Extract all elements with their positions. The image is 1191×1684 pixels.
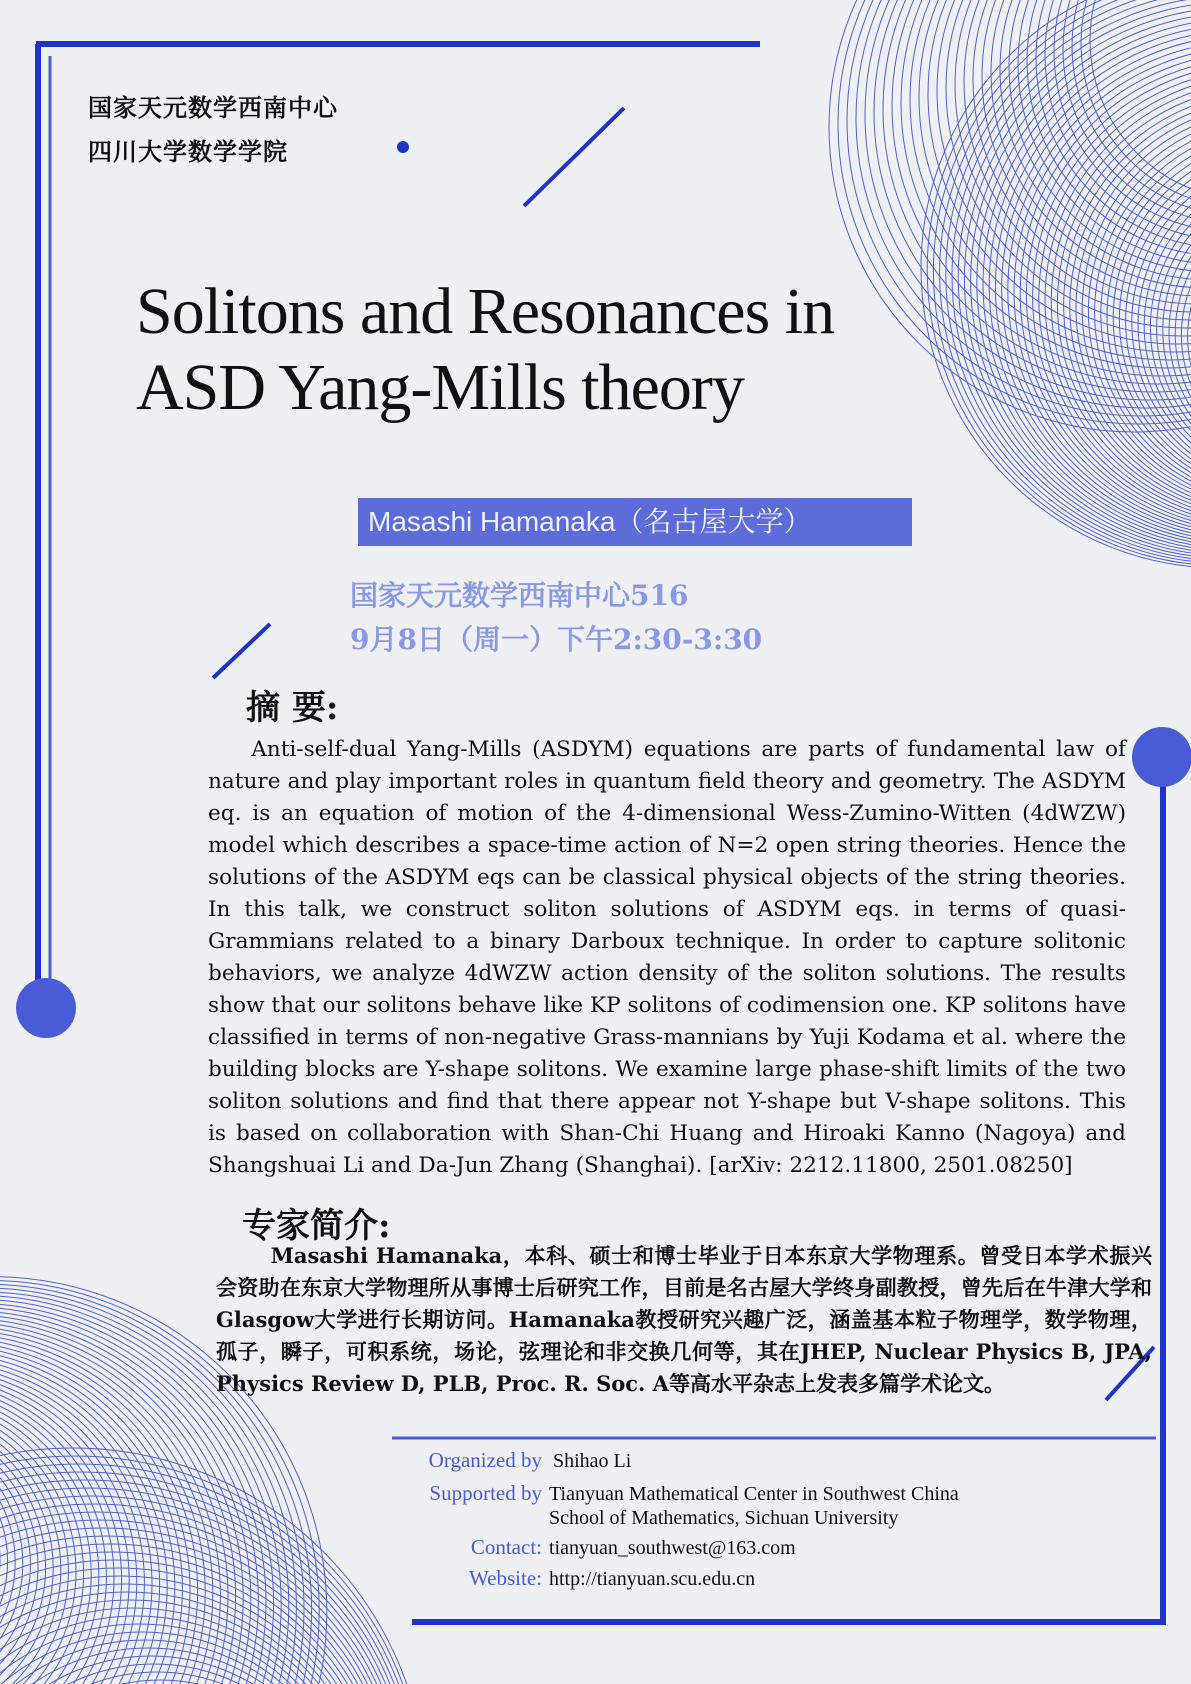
speaker-banner: Masashi Hamanaka（名古屋大学） (358, 498, 912, 546)
talk-title-line1: Solitons and Resonances in (136, 275, 835, 348)
supported-by-value-line1: Tianyuan Mathematical Center in Southwest China (549, 1483, 959, 1505)
abstract-heading: 摘 要: (246, 688, 339, 728)
website-link[interactable]: http://tianyuan.scu.edu.cn (549, 1568, 756, 1590)
org-name-line1: 国家天元数学西南中心 (88, 93, 338, 122)
supported-by-label: Supported by (429, 1481, 542, 1505)
contact-label: Contact: (470, 1535, 542, 1559)
org-name-line2: 四川大学数学学院 (88, 137, 288, 166)
organized-by-label: Organized by (428, 1448, 542, 1472)
abstract-text: Anti-self-dual Yang-Mills (ASDYM) equations are parts of fundamental law of nature and play important roles in quantum field theory and geometry. The ASDYM eq. is an equation of motion of the 4-dimensional Wess-Zumino-Witten (4dWZW) model which describes a space-time action of N=2 open string theories. Hence the solutions of the ASDYM eqs can be classical physical objects of the string theories. In this talk, we construct soliton solutions of ASDYM eqs. in terms of quasi-Grammians related to a binary Darboux technique. In order to capture solitonic behaviors, we analyze 4dWZW action density of the soliton solutions. The results show that our solitons behave like KP solitons of codimension one. KP solitons have classified in terms of non-negative Grass-mannians by Yuji Kodama et al. where the building blocks are Y-shape solitons. We examine large phase-shift limits of the two soliton solutions and find that there appear not Y-shape but V-shape solitons. This is based on collaboration with Shan-Chi Huang and Hiroaki Kanno (Nagoya) and Shangshuai Li and Da-Jun Zhang (Shanghai). [arXiv: 2212.11800, 2501.08250] (208, 737, 1126, 1178)
contact-email[interactable]: tianyuan_southwest@163.com (549, 1537, 796, 1559)
talk-title-line2: ASD Yang-Mills theory (136, 351, 744, 424)
bio-text: Masashi Hamanaka，本科、硕士和博士毕业于日本东京大学物理系。曾受日本学术振兴会资助在东京大学物理所从事博士后研究工作，目前是名古屋大学终身副教授，曾先后在牛津大学和Glasgow大学进行长期访问。Hamanaka教授研究兴趣广泛，涵盖基本粒子物理学，数学物理，孤子，瞬子，可积系统，场论，弦理论和非交换几何等，其在JHEP, Nuclear Physics B, JPA, Physics Review D, PLB, Proc. R. Soc. A等高水平杂志上发表多篇学术论文。 (216, 1243, 1152, 1396)
venue-time: 9月8日（周一）下午2:30-3:30 (350, 623, 763, 656)
organized-by-value: Shihao Li (553, 1450, 632, 1472)
venue-location: 国家天元数学西南中心516 (350, 579, 689, 612)
string-art-top-right (829, 0, 1191, 568)
supported-by-value-line2: School of Mathematics, Sichuan University (549, 1507, 899, 1529)
website-label: Website: (469, 1566, 542, 1590)
bio-heading: 专家简介: (242, 1206, 391, 1246)
